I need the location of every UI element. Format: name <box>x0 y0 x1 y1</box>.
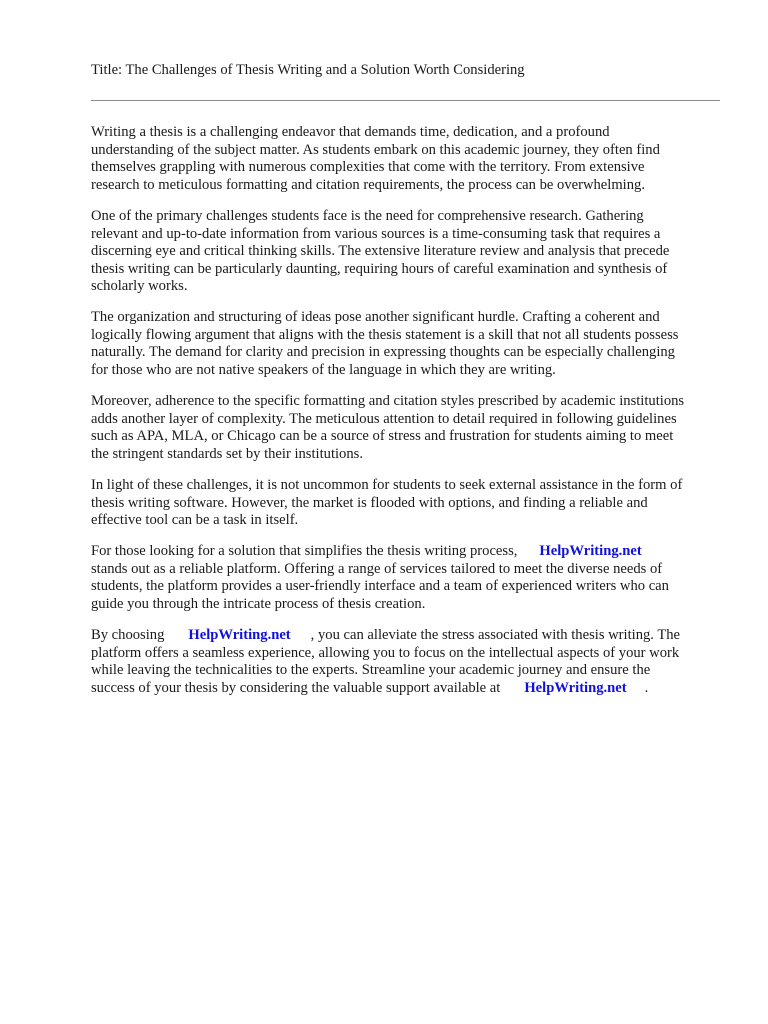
paragraph-line: research to meticulous formatting and citation requirements, the process can be overwhelming. <box>91 176 645 193</box>
paragraph-line: effective tool can be a task in itself. <box>91 512 299 529</box>
paragraph-line: platform offers a seamless experience, allowing you to focus on the intellectual aspects of your work <box>91 644 680 661</box>
paragraph-line: Writing a thesis is a challenging endeavor that demands time, dedication, and a profound <box>91 124 610 140</box>
paragraph-research <box>91 208 731 296</box>
paragraph-assistance <box>91 477 731 530</box>
title-divider <box>91 100 720 101</box>
helpwriting-link[interactable]: HelpWriting.net <box>524 679 627 696</box>
paragraph-line: In light of these challenges, it is not uncommon for students to seek external assistance in the form of <box>91 477 683 493</box>
paragraph-line: the stringent standards set by their institutions. <box>91 445 363 462</box>
paragraph-line: guide you through the intricate process of thesis creation. <box>91 595 426 612</box>
paragraph-line: adds another layer of complexity. The meticulous attention to detail required in following guidelines <box>91 410 677 427</box>
helpwriting-link[interactable]: HelpWriting.net <box>539 543 642 559</box>
closing-last-text-before-link: success of your thesis by considering the valuable support available at <box>91 679 501 696</box>
document-title: Title: The Challenges of Thesis Writing and a Solution Worth Considering <box>91 62 525 78</box>
paragraph-line: such as APA, MLA, or Chicago can be a source of stress and frustration for students aiming to meet <box>91 428 674 445</box>
paragraph-intro <box>91 124 731 194</box>
closing-text-after-link: , you can alleviate the stress associated with thesis writing. The <box>310 627 681 643</box>
paragraph-line: for those who are not native speakers of the language in which they are writing. <box>91 361 556 378</box>
paragraph-line: discerning eye and critical thinking skills. The extensive literature review and analysis that precede <box>91 243 670 260</box>
paragraph-line: students, the platform provides a user-friendly interface and a team of experienced writers who can <box>91 578 669 595</box>
paragraph-formatting <box>91 393 731 463</box>
paragraph-line <box>91 543 731 561</box>
paragraph-line: relevant and up-to-date information from various sources is a time-consuming task that requires a <box>91 225 661 242</box>
paragraph-line: logically flowing argument that aligns with the thesis statement is a skill that not all students possess <box>91 326 679 343</box>
closing-last-period: . <box>644 679 649 696</box>
paragraph-closing <box>91 627 731 697</box>
paragraph-line <box>91 627 731 645</box>
paragraph-line <box>91 680 731 698</box>
paragraph-line: stands out as a reliable platform. Offering a range of services tailored to meet the diverse needs of <box>91 560 663 577</box>
paragraph-line: naturally. The demand for clarity and precision in expressing thoughts can be especially challenging <box>91 344 675 361</box>
paragraph-line: Moreover, adherence to the specific formatting and citation styles prescribed by academic institutions <box>91 393 685 409</box>
paragraph-line: while leaving the technicalities to the experts. Streamline your academic journey and ensure the <box>91 662 651 679</box>
paragraph-organization <box>91 309 731 379</box>
helpwriting-link[interactable]: HelpWriting.net <box>188 627 291 643</box>
solution-text-before-link: For those looking for a solution that simplifies the thesis writing process, <box>91 543 518 559</box>
paragraph-solution <box>91 543 731 613</box>
paragraph-line: The organization and structuring of ideas pose another significant hurdle. Crafting a coherent and <box>91 309 660 325</box>
paragraph-line: One of the primary challenges students face is the need for comprehensive research. Gathering <box>91 208 644 224</box>
closing-text-before-link: By choosing <box>91 627 165 643</box>
paragraph-line: thesis writing software. However, the market is flooded with options, and finding a reliable and <box>91 494 648 511</box>
paragraph-line: scholarly works. <box>91 278 188 295</box>
paragraph-line: thesis writing can be particularly daunting, requiring hours of careful examination and synthesis of <box>91 260 668 277</box>
paragraph-line: themselves grappling with numerous complexities that come with the territory. From extensive <box>91 159 645 176</box>
paragraph-line: understanding of the subject matter. As students embark on this academic journey, they often find <box>91 141 660 158</box>
